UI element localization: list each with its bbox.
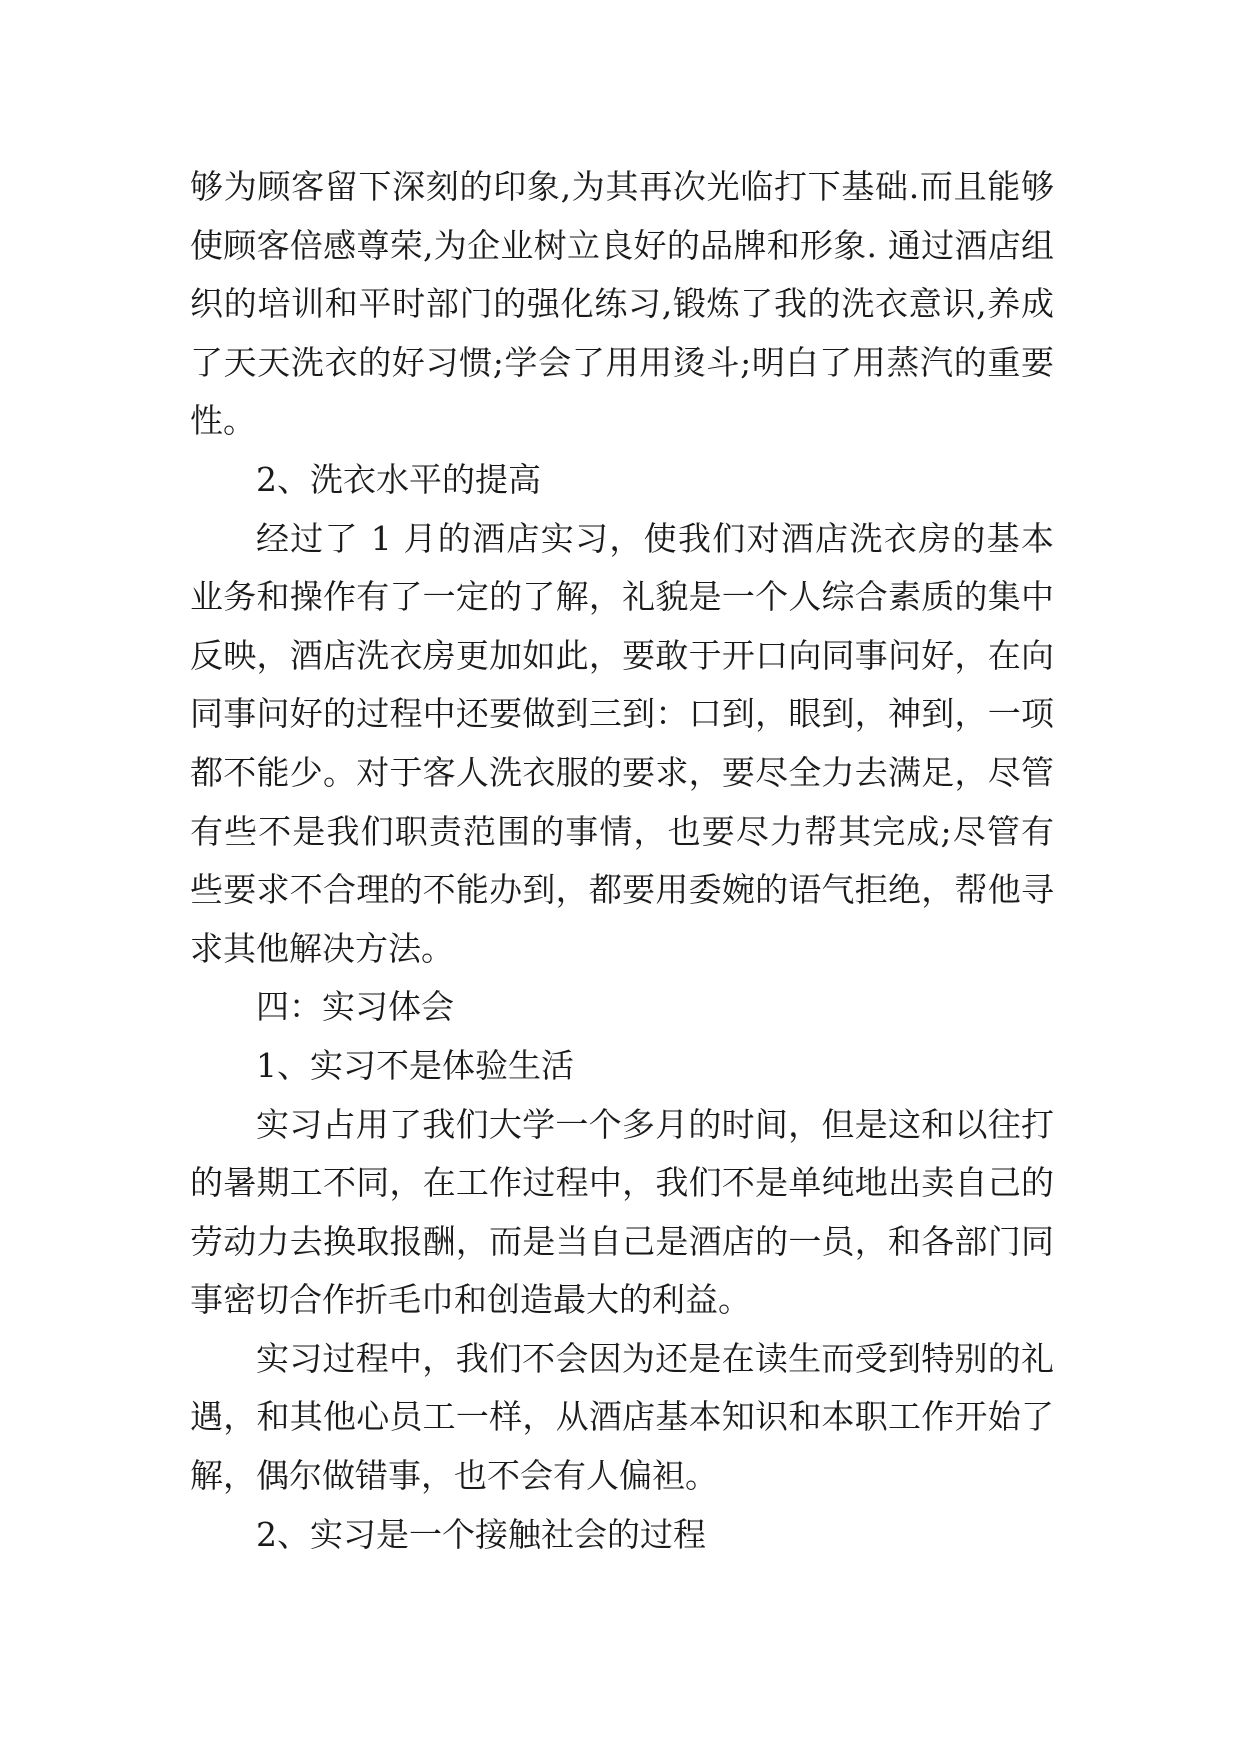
section-heading-contact-society: 2、实习是一个接触社会的过程 — [256, 1514, 706, 1554]
document-body — [190, 158, 1054, 1564]
section-heading-not-life-experience: 1、实习不是体验生活 — [256, 1045, 574, 1085]
section-heading-internship-reflection: 四：实习体会 — [256, 987, 454, 1027]
paragraph-continued: 够为顾客留下深刻的印象,为其再次光临打下基础.而且能够使顾客倍感尊荣,为企业树立良好的品牌和形象. 通过酒店组织的培训和平时部门的强化练习,锻炼了我的洗衣意识,养成了天天洗衣的好习惯;学会了用用烫斗;明白了用蒸汽的重要性。 — [190, 167, 1054, 441]
paragraph: 实习占用了我们大学一个多月的时间，但是这和以往打的暑期工不同，在工作过程中，我们不是单纯地出卖自己的劳动力去换取报酬，而是当自己是酒店的一员，和各部门同事密切合作折毛巾和创造最大的利益。 — [190, 1104, 1054, 1320]
paragraph: 实习过程中，我们不会因为还是在读生而受到特别的礼遇，和其他心员工一样，从酒店基本知识和本职工作开始了解，偶尔做错事，也不会有人偏袒。 — [190, 1338, 1054, 1496]
section-heading-laundry-skill: 2、洗衣水平的提高 — [256, 459, 541, 499]
paragraph: 经过了 1 月的酒店实习，使我们对酒店洗衣房的基本业务和操作有了一定的了解，礼貌是一个人综合素质的集中反映，酒店洗衣房更加如此，要敢于开口向同事问好，在向同事问好的过程中还要做到三到：口到，眼到，神到，一项都不能少。对于客人洗衣服的要求，要尽全力去满足，尽管有些不是我们职责范围的事情，也要尽力帮其完成;尽管有些要求不合理的不能办到，都要用委婉的语气拒绝，帮他寻求其他解决方法。 — [190, 518, 1054, 968]
